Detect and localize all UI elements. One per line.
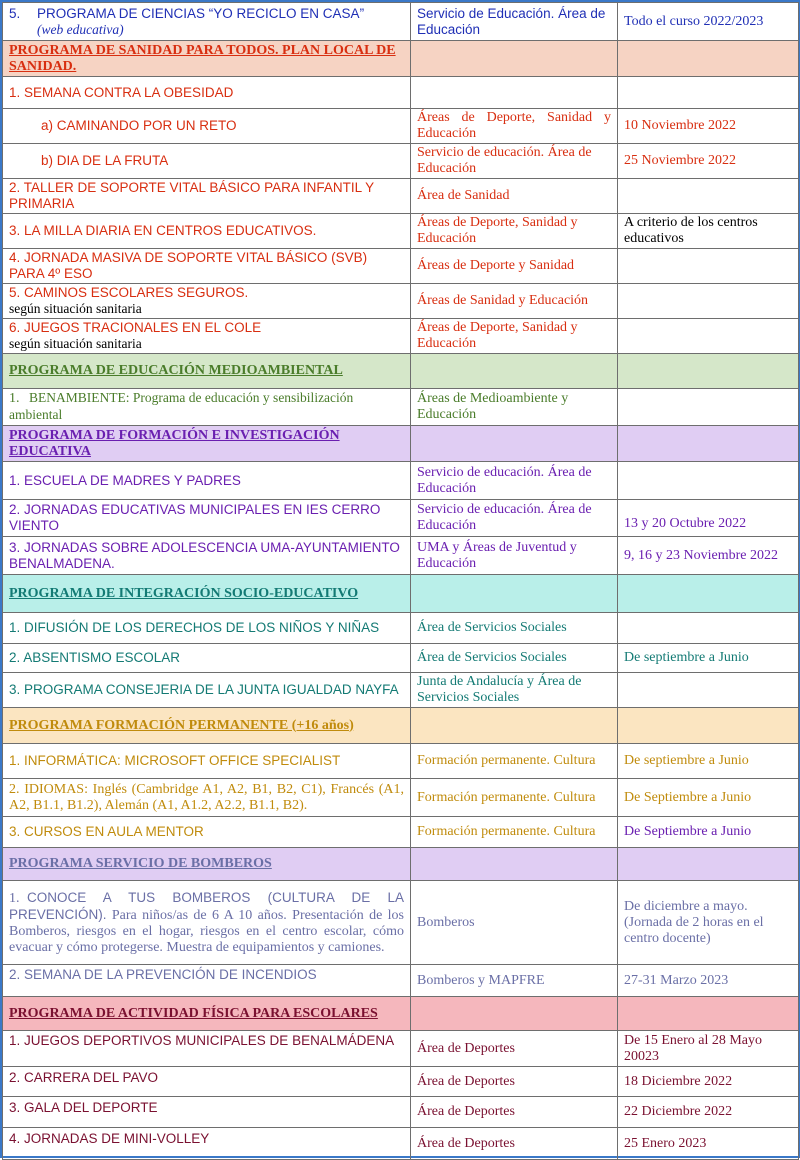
area-cell: Formación permanente. Cultura xyxy=(411,817,618,848)
date-cell: De Septiembre a Junio xyxy=(618,817,799,848)
section-title: PROGRAMA DE FORMACIÓN E INVESTIGACIÓN EDUCATIVA xyxy=(3,426,411,462)
section-title: PROGRAMA SERVICIO DE BOMBEROS xyxy=(3,848,411,881)
table-row xyxy=(3,1067,799,1097)
program-cell: 3. JORNADAS SOBRE ADOLESCENCIA UMA-AYUNTAMIENTO BENALMADENA. xyxy=(3,537,411,575)
date-cell: 27-31 Marzo 2023 xyxy=(618,965,799,997)
section-header-bomberos xyxy=(3,848,799,881)
area-cell: Junta de Andalucía y Área de Servicios Sociales xyxy=(411,673,618,708)
area-cell: Área de Servicios Sociales xyxy=(411,613,618,644)
date-cell: 13 y 20 Octubre 2022 xyxy=(618,500,799,537)
date-cell: De 15 Enero al 28 Mayo 20023 xyxy=(618,1031,799,1067)
section-header-permanente xyxy=(3,708,799,744)
area-cell: UMA y Áreas de Juventud y Educación xyxy=(411,537,618,575)
table-row xyxy=(3,3,799,41)
item-title: BENAMBIENTE: Programa de educación y sensibilización ambiental xyxy=(9,390,354,422)
table-row xyxy=(3,214,799,249)
area-cell: Área de Servicios Sociales xyxy=(411,644,618,673)
program-cell: 1. DIFUSIÓN DE LOS DERECHOS DE LOS NIÑOS Y NIÑAS xyxy=(3,613,411,644)
item-number: 1. xyxy=(9,391,20,406)
program-cell xyxy=(3,3,411,41)
date-cell: Todo el curso 2022/2023 xyxy=(618,3,799,41)
table-row xyxy=(3,249,799,284)
item-title: 6. JUEGOS TRACIONALES EN EL COLE xyxy=(9,320,262,335)
program-cell: 1. SEMANA CONTRA LA OBESIDAD xyxy=(3,77,411,109)
table-row xyxy=(3,179,799,214)
item-note: según situación sanitaria xyxy=(9,301,142,316)
area-cell: Servicio de Educación. Área de Educación xyxy=(411,3,618,41)
table-row xyxy=(3,817,799,848)
table-row xyxy=(3,284,799,319)
section-header-integracion xyxy=(3,575,799,613)
date-cell: De septiembre a Junio xyxy=(618,644,799,673)
area-cell: Servicio de educación. Área de Educación xyxy=(411,462,618,500)
area-cell: Bomberos y MAPFRE xyxy=(411,965,618,997)
item-title: PROGRAMA DE CIENCIAS “YO RECICLO EN CASA” xyxy=(37,5,365,21)
section-title: PROGRAMA FORMACIÓN PERMANENTE (+16 años) xyxy=(3,708,411,744)
item-title: CONOCE A TUS BOMBEROS (CULTURA DE LA PREVENCIÓN). xyxy=(9,889,404,922)
area-cell: Áreas de Deporte, Sanidad y Educación xyxy=(411,214,618,249)
table-row xyxy=(3,881,799,965)
program-cell: 3. LA MILLA DIARIA EN CENTROS EDUCATIVOS. xyxy=(3,214,411,249)
program-cell: 2. SEMANA DE LA PREVENCIÓN DE INCENDIOS xyxy=(3,965,411,997)
date-cell xyxy=(618,613,799,644)
section-header-actividad-fisica xyxy=(3,997,799,1031)
item-subtitle: (web educativa) xyxy=(37,21,124,37)
table-row xyxy=(3,462,799,500)
date-cell xyxy=(618,389,799,426)
program-cell: 2. IDIOMAS: Inglés (Cambridge A1, A2, B1, B2, C1), Francés (A1, A2, B1.1, B1.2), Alemán (A1, A1.2, A2.2, B1.1, B2). xyxy=(3,779,411,817)
date-cell: 18 Diciembre 2022 xyxy=(618,1067,799,1097)
area-cell: Formación permanente. Cultura xyxy=(411,779,618,817)
table-row xyxy=(3,319,799,354)
section-title: PROGRAMA DE INTEGRACIÓN SOCIO-EDUCATIVO xyxy=(3,575,411,613)
section-header-medioambiental xyxy=(3,354,799,389)
program-cell: 2. TALLER DE SOPORTE VITAL BÁSICO PARA INFANTIL Y PRIMARIA xyxy=(3,179,411,214)
area-cell: Bomberos xyxy=(411,881,618,965)
table-row xyxy=(3,144,799,179)
item-title: 5. CAMINOS ESCOLARES SEGUROS. xyxy=(9,285,249,300)
program-cell xyxy=(3,284,411,319)
area-cell: Servicio de educación. Área de Educación xyxy=(411,500,618,537)
area-cell xyxy=(411,77,618,109)
program-cell: 1. JUEGOS DEPORTIVOS MUNICIPALES DE BENALMÁDENA xyxy=(3,1031,411,1067)
area-cell: Áreas de Medioambiente y Educación xyxy=(411,389,618,426)
table-row xyxy=(3,613,799,644)
date-cell: De Septiembre a Junio xyxy=(618,779,799,817)
date-cell: De septiembre a Junio xyxy=(618,744,799,779)
area-cell: Área de Deportes xyxy=(411,1128,618,1160)
program-cell: 3. PROGRAMA CONSEJERIA DE LA JUNTA IGUALDAD NAYFA xyxy=(3,673,411,708)
item-number: 1. xyxy=(9,890,20,906)
program-cell: 4. JORNADA MASIVA DE SOPORTE VITAL BÁSICO (SVB) PARA 4º ESO xyxy=(3,249,411,284)
date-cell xyxy=(618,249,799,284)
date-cell xyxy=(618,673,799,708)
table-row xyxy=(3,389,799,426)
program-cell: 2. ABSENTISMO ESCOLAR xyxy=(3,644,411,673)
program-cell xyxy=(3,389,411,426)
date-cell: 25 Noviembre 2022 xyxy=(618,144,799,179)
date-cell xyxy=(618,319,799,354)
date-cell: 9, 16 y 23 Noviembre 2022 xyxy=(618,537,799,575)
date-cell xyxy=(618,284,799,319)
table-row xyxy=(3,500,799,537)
section-title: PROGRAMA DE EDUCACIÓN MEDIOAMBIENTAL xyxy=(3,354,411,389)
area-cell: Áreas de Deporte, Sanidad y Educación xyxy=(411,319,618,354)
program-cell xyxy=(3,319,411,354)
table-row xyxy=(3,109,799,144)
program-cell: 2. CARRERA DEL PAVO xyxy=(3,1067,411,1097)
program-cell xyxy=(3,881,411,965)
table-row xyxy=(3,1097,799,1128)
section-header-sanidad xyxy=(3,41,799,77)
program-cell: 3. GALA DEL DEPORTE xyxy=(3,1097,411,1128)
program-cell: 1. ESCUELA DE MADRES Y PADRES xyxy=(3,462,411,500)
program-cell: a) CAMINANDO POR UN RETO xyxy=(3,109,411,144)
table-row xyxy=(3,537,799,575)
date-cell: De diciembre a mayo. (Jornada de 2 horas en el centro docente) xyxy=(618,881,799,965)
program-cell: 2. JORNADAS EDUCATIVAS MUNICIPALES EN IES CERRO VIENTO xyxy=(3,500,411,537)
date-cell: 25 Enero 2023 xyxy=(618,1128,799,1160)
item-note: según situación sanitaria xyxy=(9,336,142,351)
date-cell: A criterio de los centros educativos xyxy=(618,214,799,249)
date-cell: 10 Noviembre 2022 xyxy=(618,109,799,144)
area-cell: Áreas de Deporte, Sanidad y Educación xyxy=(411,109,618,144)
area-cell: Área de Sanidad xyxy=(411,179,618,214)
area-cell: Áreas de Sanidad y Educación xyxy=(411,284,618,319)
table-row xyxy=(3,673,799,708)
date-cell xyxy=(618,77,799,109)
item-description: Para niños/as de 6 A 10 años. Presentación de los Bomberos, riesgos en el hogar, riesgos en el centro escolar, cómo evacuar y cómo protegerse. Muestra de equipamientos y camiones. xyxy=(9,907,404,955)
program-cell: 1. INFORMÁTICA: MICROSOFT OFFICE SPECIALIST xyxy=(3,744,411,779)
area-cell: Área de Deportes xyxy=(411,1097,618,1128)
table-row xyxy=(3,1031,799,1067)
table-row xyxy=(3,779,799,817)
area-cell: Área de Deportes xyxy=(411,1067,618,1097)
table-row xyxy=(3,965,799,997)
section-title: PROGRAMA DE ACTIVIDAD FÍSICA PARA ESCOLARES xyxy=(3,997,411,1031)
area-cell: Área de Deportes xyxy=(411,1031,618,1067)
date-cell: 22 Diciembre 2022 xyxy=(618,1097,799,1128)
item-number: 5. xyxy=(9,5,21,21)
table-row xyxy=(3,1128,799,1160)
program-cell: b) DIA DE LA FRUTA xyxy=(3,144,411,179)
date-cell xyxy=(618,462,799,500)
area-cell: Servicio de educación. Área de Educación xyxy=(411,144,618,179)
area-cell: Áreas de Deporte y Sanidad xyxy=(411,249,618,284)
table-row xyxy=(3,744,799,779)
section-title: PROGRAMA DE SANIDAD PARA TODOS. PLAN LOCAL DE SANIDAD. xyxy=(3,41,411,77)
programs-table xyxy=(2,2,799,1160)
area-cell: Formación permanente. Cultura xyxy=(411,744,618,779)
table-row xyxy=(3,644,799,673)
section-header-formacion xyxy=(3,426,799,462)
program-cell: 4. JORNADAS DE MINI-VOLLEY xyxy=(3,1128,411,1160)
table-row xyxy=(3,77,799,109)
date-cell xyxy=(618,179,799,214)
program-cell: 3. CURSOS EN AULA MENTOR xyxy=(3,817,411,848)
